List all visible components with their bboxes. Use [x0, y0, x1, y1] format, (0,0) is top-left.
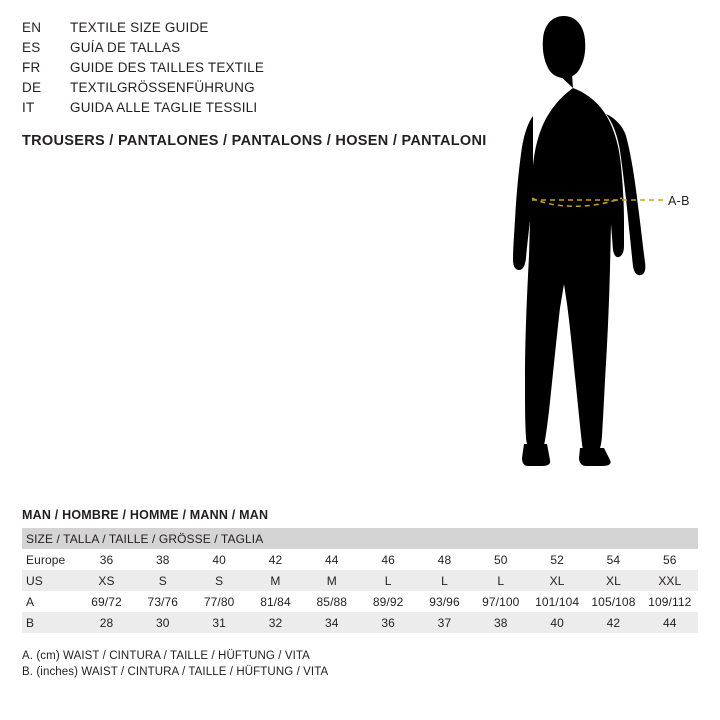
cell-b-2: 31	[191, 612, 247, 633]
cell-b-6: 37	[416, 612, 472, 633]
cell-europe-0: 36	[78, 549, 134, 570]
language-text-de: TEXTILGRÖSSENFÜHRUNG	[70, 80, 255, 95]
row-label-us: US	[22, 570, 78, 591]
cell-b-5: 36	[360, 612, 416, 633]
language-code-es: ES	[22, 40, 41, 55]
cell-a-0: 69/72	[78, 591, 134, 612]
table-row	[22, 549, 698, 570]
cell-us-2: S	[191, 570, 247, 591]
cell-us-7: L	[473, 570, 529, 591]
cell-europe-4: 44	[304, 549, 360, 570]
language-row-it	[22, 98, 492, 118]
cell-b-1: 30	[135, 612, 191, 633]
cell-europe-2: 40	[191, 549, 247, 570]
cell-europe-9: 54	[585, 549, 641, 570]
cell-a-6: 93/96	[416, 591, 472, 612]
table-row	[22, 591, 698, 612]
cell-a-5: 89/92	[360, 591, 416, 612]
cell-europe-5: 46	[360, 549, 416, 570]
language-row-en	[22, 18, 492, 38]
footnotes	[22, 648, 328, 680]
table-row	[22, 570, 698, 591]
cell-europe-10: 56	[642, 549, 698, 570]
row-label-b: B	[22, 612, 78, 633]
table-header-row	[22, 528, 698, 549]
cell-b-4: 34	[304, 612, 360, 633]
table-row	[22, 612, 698, 633]
language-text-fr: GUIDE DES TAILLES TEXTILE	[70, 60, 265, 75]
size-table-section	[22, 508, 698, 633]
cell-europe-3: 42	[247, 549, 303, 570]
cell-us-5: L	[360, 570, 416, 591]
language-code-en: EN	[22, 20, 42, 35]
row-label-europe: Europe	[22, 549, 78, 570]
size-table	[22, 528, 698, 633]
cell-a-8: 101/104	[529, 591, 585, 612]
language-row-es	[22, 38, 492, 58]
cell-a-7: 97/100	[473, 591, 529, 612]
language-text-it: GUIDA ALLE TAGLIE TESSILI	[70, 100, 258, 115]
row-label-a: A	[22, 591, 78, 612]
footnote-b: B. (inches) WAIST / CINTURA / TAILLE / HÜFTUNG / VITA	[22, 666, 329, 678]
footnote-a: A. (cm) WAIST / CINTURA / TAILLE / HÜFTUNG / VITA	[22, 650, 310, 662]
measurement-label-ab: A-B	[668, 194, 690, 208]
cell-us-6: L	[416, 570, 472, 591]
language-code-fr: FR	[22, 60, 41, 75]
language-text-es: GUÍA DE TALLAS	[70, 40, 181, 55]
cell-a-1: 73/76	[135, 591, 191, 612]
cell-b-0: 28	[78, 612, 134, 633]
cell-a-3: 81/84	[247, 591, 303, 612]
language-text-en: TEXTILE SIZE GUIDE	[70, 20, 209, 35]
cell-b-10: 44	[642, 612, 698, 633]
cell-europe-7: 50	[473, 549, 529, 570]
language-list	[22, 18, 492, 118]
cell-a-9: 105/108	[585, 591, 641, 612]
figure-illustration	[480, 8, 720, 478]
cell-us-8: XL	[529, 570, 585, 591]
language-code-it: IT	[22, 100, 35, 115]
cell-b-3: 32	[247, 612, 303, 633]
table-header-label: SIZE / TALLA / TAILLE / GRÖSSE / TAGLIA	[22, 528, 698, 549]
cell-b-9: 42	[585, 612, 641, 633]
language-row-de	[22, 78, 492, 98]
cell-a-4: 85/88	[304, 591, 360, 612]
cell-us-4: M	[304, 570, 360, 591]
cell-us-10: XXL	[642, 570, 698, 591]
cell-b-7: 38	[473, 612, 529, 633]
cell-us-9: XL	[585, 570, 641, 591]
cell-us-3: M	[247, 570, 303, 591]
cell-a-10: 109/112	[642, 591, 698, 612]
cell-europe-8: 52	[529, 549, 585, 570]
man-silhouette-icon	[480, 8, 720, 478]
cell-b-8: 40	[529, 612, 585, 633]
garment-title: TROUSERS / PANTALONES / PANTALONS / HOSEN / PANTALONI	[22, 133, 487, 149]
language-code-de: DE	[22, 80, 42, 95]
cell-a-2: 77/80	[191, 591, 247, 612]
cell-europe-1: 38	[135, 549, 191, 570]
cell-us-0: XS	[78, 570, 134, 591]
table-section-title: MAN / HOMBRE / HOMME / MANN / MAN	[22, 508, 269, 522]
cell-us-1: S	[135, 570, 191, 591]
cell-europe-6: 48	[416, 549, 472, 570]
language-row-fr	[22, 58, 492, 78]
